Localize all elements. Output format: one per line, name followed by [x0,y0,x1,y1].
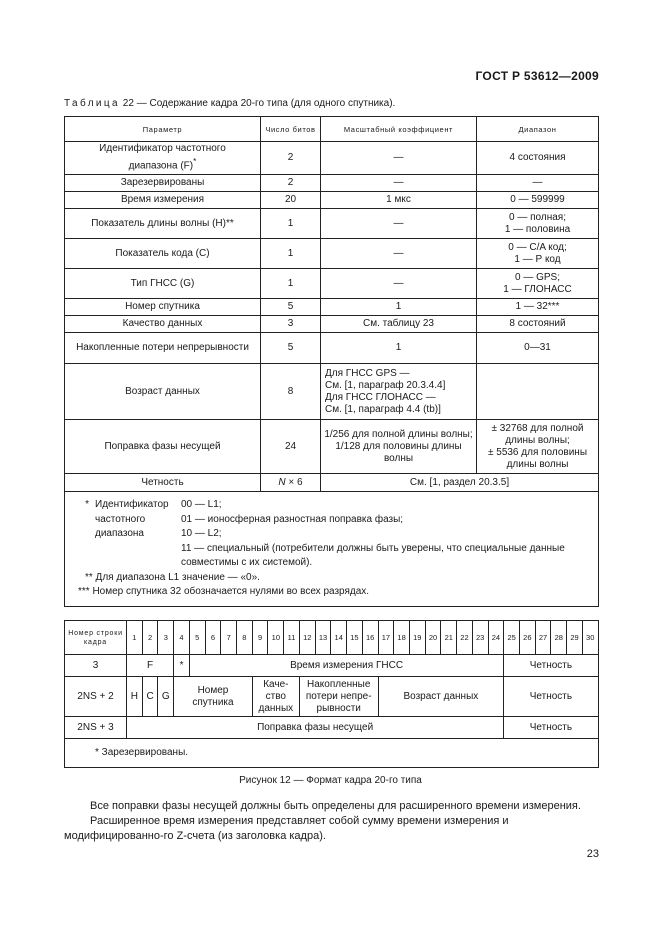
bit-number-cell: 9 [252,621,268,655]
document-header: ГОСТ Р 53612—2009 [475,69,599,83]
figure-footnote-row: * Зарезервированы. [65,739,599,768]
bit-number-cell: 27 [535,621,551,655]
bit-number-cell: 14 [331,621,347,655]
table-header-row [65,117,599,142]
bit-number-cell: 10 [268,621,284,655]
table-row: Показатель длины волны (H)** 1 — 0 — полная; 1 — половина [65,209,599,239]
table-caption: Таблица 22 — Содержание кадра 20-го типа (для одного спутника). [64,98,396,109]
table-notes: * Идентификатор частотного диапазона 00 — L1; 01 — ионосферная разностная поправка фазы; 10 — L2; 11 — специальный (потребители должны быть уверены, что специальные данные совместимы с их системой). ** Для диапазона L1 значение — «0». *** Номер спутника 32 обозначается нулями во всех разрядах. [65,492,599,607]
figure-row: 3 F * Время измерения ГНСС Четность [65,655,599,677]
header-param: Параметр [65,117,261,142]
bit-number-cell: 4 [174,621,190,655]
bit-number-cell: 21 [441,621,457,655]
page-number: 23 [586,848,599,860]
paragraph-2: Расширенное время измерения представляет собой сумму времени измерения и модифицированно-го Z-счета (из заголовка кадра). [64,815,509,842]
table-row: Накопленные потери непрерывности 5 1 0—31 [65,333,599,364]
table-notes-row [65,492,599,607]
header-scale: Масштабный коэффициент [321,117,477,142]
age-scale-cell: Для ГНСС GPS — См. [1, параграф 20.3.4.4] Для ГНСС ГЛОНАСС — См. [1, параграф 4.4 (tb)] [321,364,477,420]
bit-number-cell: 22 [457,621,473,655]
table-row: Тип ГНСС (G) 1 — 0 — GPS; 1 — ГЛОНАСС [65,269,599,299]
table-row: Зарезервированы 2 — — [65,175,599,192]
figure-row: 2NS + 3 Поправка фазы несущей Четность [65,717,599,739]
bit-number-row [65,621,599,655]
table-row: Четность N × 6 См. [1, раздел 20.3.5] [65,474,599,492]
table-row: Номер спутника 5 1 1 — 32*** [65,299,599,316]
table-row: Качество данных 3 См. таблицу 23 8 состояний [65,316,599,333]
bit-number-cell: 30 [582,621,598,655]
bit-number-cell: 20 [425,621,441,655]
table-row: Показатель кода (C) 1 — 0 — C/A код; 1 — Р код [65,239,599,269]
paragraph-1: Все поправки фазы несущей должны быть определены для расширенного времени измерения. [90,800,581,812]
bit-number-cell: 8 [237,621,253,655]
header-range: Диапазон [477,117,599,142]
bit-number-cell: 29 [567,621,583,655]
bit-number-cell: 19 [409,621,425,655]
frame20-table [64,116,599,607]
bit-number-cell: 6 [205,621,221,655]
bit-number-cell: 23 [472,621,488,655]
bit-number-cell: 5 [189,621,205,655]
frame20-format-figure [64,620,599,768]
param-cell: Идентификатор частотного диапазона (F)* [65,142,261,175]
bit-number-cell: 11 [284,621,300,655]
table-row: Время измерения 20 1 мкс 0 — 599999 [65,192,599,209]
bit-number-cell: 7 [221,621,237,655]
table-row: Возраст данных 8 Для ГНСС GPS — См. [1, параграф 20.3.4.4] Для ГНСС ГЛОНАСС — См. [1, параграф 4.4 (tb)] [65,364,599,420]
header-bits: Число битов [261,117,321,142]
bit-number-cell: 3 [158,621,174,655]
bit-number-cell: 13 [315,621,331,655]
figure-caption: Рисунок 12 — Формат кадра 20-го типа [239,775,422,786]
parity-bits: N × 6 [261,474,321,492]
bit-number-cell: 2 [142,621,158,655]
bit-number-cell: 12 [299,621,315,655]
bits-label: Номер строки кадра [65,621,127,655]
bit-number-cell: 16 [362,621,378,655]
table-row: Идентификатор частотного диапазона (F)* 2 — 4 состояния [65,142,599,175]
figure-row: 2NS + 2 H C G Номер спутника Каче-ство данных Накопленные потери непре-рывности Возраст данных Четность [65,677,599,717]
bit-number-cell: 15 [347,621,363,655]
bit-number-cell: 18 [394,621,410,655]
bit-number-cell: 28 [551,621,567,655]
bit-number-cell: 24 [488,621,504,655]
bit-number-cell: 26 [519,621,535,655]
bit-number-cell: 1 [127,621,143,655]
bit-number-cell: 17 [378,621,394,655]
table-row: Поправка фазы несущей 24 1/256 для полной длины волны; 1/128 для половины длины волны ± 32768 для полной длины волны; ± 5536 для половины длины волны [65,420,599,474]
bit-number-cell: 25 [504,621,520,655]
